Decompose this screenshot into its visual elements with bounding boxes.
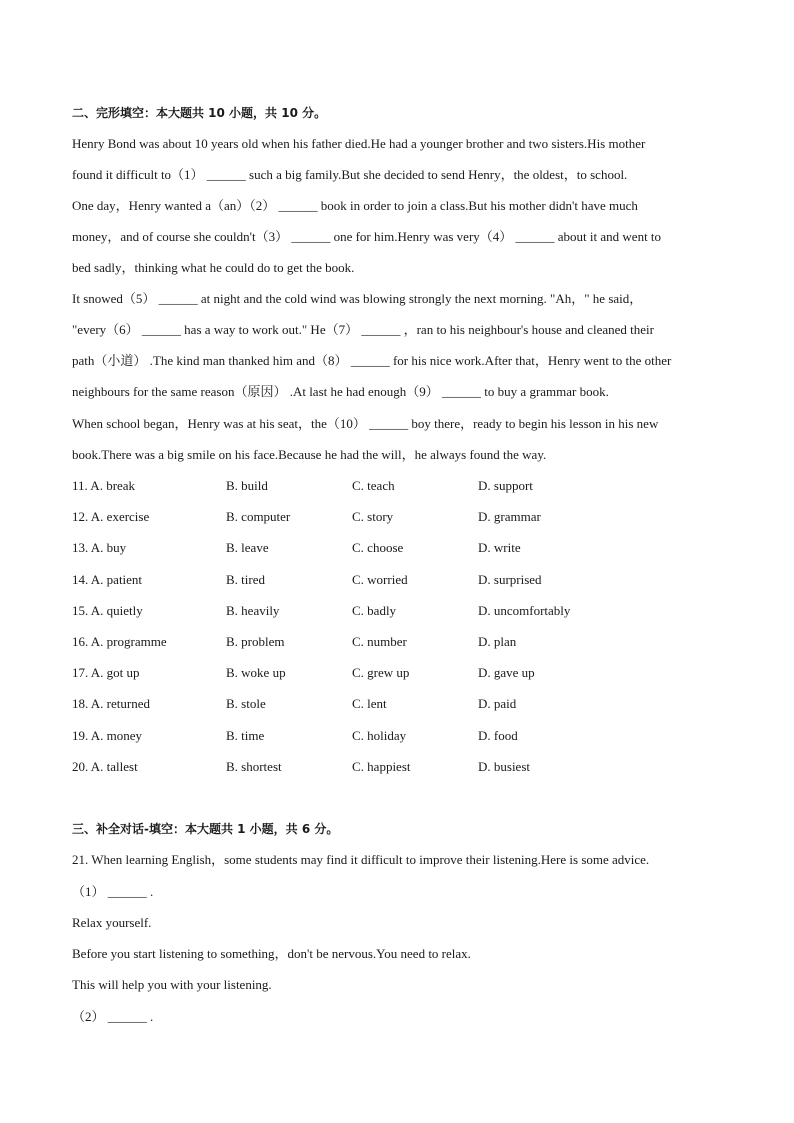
option-c: C. grew up	[352, 665, 410, 680]
option-a: 11. A. break	[72, 478, 136, 493]
option-a: 13. A. buy	[72, 540, 127, 555]
dialogue-intro: 21. When learning English，some students may find it difficult to improve their listening.Here is some advice.	[72, 852, 650, 867]
passage-line-5: bed sadly，thinking what he could do to get the book.	[72, 260, 355, 275]
option-d: D. surprised	[478, 572, 542, 587]
option-a: 12. A. exercise	[72, 509, 150, 524]
option-c: C. lent	[352, 696, 387, 711]
option-b: B. shortest	[226, 759, 282, 774]
option-d: D. busiest	[478, 759, 530, 774]
option-c: C. holiday	[352, 728, 407, 743]
option-a: 20. A. tallest	[72, 759, 138, 774]
dialogue-blank-2: （2） ______ .	[72, 1009, 154, 1024]
option-b: B. stole	[226, 696, 266, 711]
option-b: B. build	[226, 478, 268, 493]
option-d: D. write	[478, 540, 521, 555]
option-c: C. happiest	[352, 759, 411, 774]
question-15-options	[72, 603, 632, 619]
option-c: C. number	[352, 634, 407, 649]
passage-line-6: It snowed（5） ______ at night and the cold wind was blowing strongly the next morning. "Ah，" he said，	[72, 291, 643, 306]
option-b: B. tired	[226, 572, 265, 587]
question-18-options	[72, 696, 632, 712]
question-19-options	[72, 728, 632, 744]
option-c: C. badly	[352, 603, 397, 618]
dialogue-line: Before you start listening to something，don't be nervous.You need to relax.	[72, 946, 471, 961]
option-c: C. worried	[352, 572, 408, 587]
option-d: D. food	[478, 728, 518, 743]
option-d: D. gave up	[478, 665, 535, 680]
question-20-options	[72, 759, 632, 775]
option-a: 19. A. money	[72, 728, 143, 743]
dialogue-line: This will help you with your listening.	[72, 977, 272, 992]
question-13-options	[72, 540, 632, 556]
option-c: C. choose	[352, 540, 404, 555]
dialogue-line: Relax yourself.	[72, 915, 152, 930]
option-d: D. plan	[478, 634, 517, 649]
option-c: C. story	[352, 509, 394, 524]
option-b: B. heavily	[226, 603, 280, 618]
option-b: B. computer	[226, 509, 291, 524]
option-a: 15. A. quietly	[72, 603, 143, 618]
passage-line-11: book.There was a big smile on his face.Because he had the will，he always found the way.	[72, 447, 547, 462]
option-d: D. support	[478, 478, 533, 493]
option-d: D. paid	[478, 696, 517, 711]
option-d: D. uncomfortably	[478, 603, 571, 618]
option-b: B. problem	[226, 634, 285, 649]
option-d: D. grammar	[478, 509, 541, 524]
option-c: C. teach	[352, 478, 395, 493]
option-a: 16. A. programme	[72, 634, 167, 649]
question-14-options	[72, 572, 632, 588]
passage-line-4: money，and of course she couldn't（3） ______ one for him.Henry was very（4） ______ about it and went to	[72, 229, 662, 244]
passage-line-7: "every（6） ______ has a way to work out." He（7） ______ ，ran to his neighbour's house and cleaned their	[72, 322, 654, 337]
passage-line-3: One day，Henry wanted a（an）（2） ______ book in order to join a class.But his mother didn't have much	[72, 198, 638, 213]
question-16-options	[72, 634, 632, 650]
passage-line-2: found it difficult to（1） ______ such a big family.But she decided to send Henry，the oldest，to school.	[72, 167, 628, 182]
passage-line-8: path（小道） .The kind man thanked him and（8） ______ for his nice work.After that，Henry went to the other	[72, 353, 672, 368]
section-2-heading: 二、完形填空：本大题共 10 小题，共 10 分。	[72, 106, 327, 120]
option-a: 18. A. returned	[72, 696, 150, 711]
option-a: 17. A. got up	[72, 665, 140, 680]
option-a: 14. A. patient	[72, 572, 143, 587]
question-11-options	[72, 478, 632, 494]
passage-line-9: neighbours for the same reason（原因） .At last he had enough（9） ______ to buy a grammar book.	[72, 384, 609, 399]
option-b: B. woke up	[226, 665, 286, 680]
option-b: B. leave	[226, 540, 269, 555]
question-12-options	[72, 509, 632, 525]
passage-line-10: When school began，Henry was at his seat，the（10） ______ boy there，ready to begin his lesson in his new	[72, 416, 659, 431]
passage-line-1: Henry Bond was about 10 years old when his father died.He had a younger brother and two sisters.His mother	[72, 136, 646, 151]
question-17-options	[72, 665, 632, 681]
dialogue-blank-1: （1） ______ .	[72, 884, 154, 899]
section-3-heading: 三、补全对话-填空：本大题共 1 小题，共 6 分。	[72, 822, 339, 836]
option-b: B. time	[226, 728, 265, 743]
